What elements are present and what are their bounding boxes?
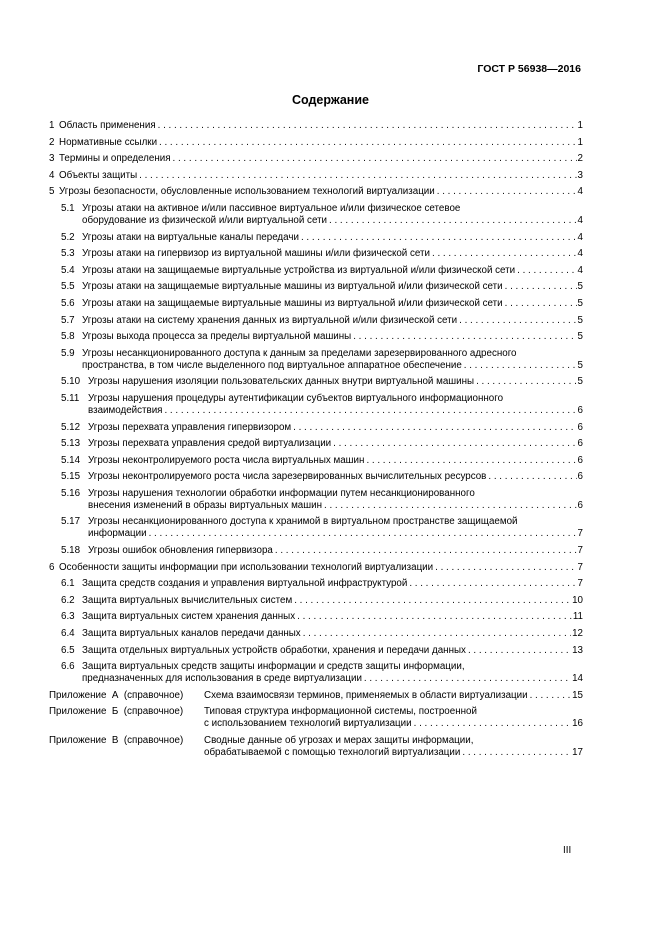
toc-entry-page: 1 bbox=[577, 136, 583, 148]
toc-entry-number: 6.4 bbox=[61, 628, 75, 640]
toc-leader-dots bbox=[301, 628, 571, 640]
toc-leader-dots bbox=[407, 578, 576, 590]
toc-leader-dots bbox=[162, 405, 576, 417]
toc-entry-page: 7 bbox=[577, 545, 583, 557]
toc-entry[interactable] bbox=[49, 488, 583, 512]
toc-entry-number: 6.2 bbox=[61, 594, 75, 606]
toc-leader-dots bbox=[457, 315, 576, 327]
toc-entry[interactable] bbox=[49, 376, 583, 388]
toc-entry-page: 5 bbox=[577, 314, 583, 326]
toc-entry-number: Приложение А (справочное) bbox=[49, 689, 184, 701]
toc-entry-title: Угрозы атаки на гипервизор из виртуальной машины и/или физической сети bbox=[82, 248, 430, 260]
toc-entry-number: 5.7 bbox=[61, 314, 75, 326]
toc-leader-dots bbox=[299, 232, 577, 244]
toc-entry-number: 2 bbox=[49, 136, 55, 148]
toc-leader-dots bbox=[327, 215, 577, 227]
toc-entry-title: Угрозы перехвата управления средой виртуализации bbox=[88, 438, 332, 450]
toc-entry-number: 6.1 bbox=[61, 578, 75, 590]
toc-entry-page: 3 bbox=[577, 169, 583, 181]
toc-entry[interactable] bbox=[49, 170, 583, 182]
toc-entry-title: внесения изменений в образы виртуальных машин bbox=[88, 499, 322, 511]
toc-entry[interactable] bbox=[49, 545, 583, 557]
toc-entry-number: 5.18 bbox=[61, 545, 81, 557]
toc-entry[interactable] bbox=[49, 438, 583, 450]
toc-entry-title-line: Угрозы несанкционированного доступа к хранимой в виртуальном пространстве защищаемой bbox=[88, 516, 518, 528]
toc-leader-dots bbox=[466, 645, 571, 657]
toc-entry-page: 7 bbox=[577, 578, 583, 590]
toc-entry-page: 5 bbox=[577, 359, 583, 371]
toc-entry-title: Угрозы атаки на защищаемые виртуальные машины из виртуальной и/или физической сети bbox=[82, 297, 503, 309]
toc-entry-number: 5.2 bbox=[61, 231, 75, 243]
toc-entry-number: 3 bbox=[49, 153, 55, 165]
toc-leader-dots bbox=[157, 137, 577, 149]
toc-leader-dots bbox=[331, 438, 576, 450]
toc-leader-dots bbox=[171, 153, 577, 165]
toc-entry-title: Объекты защиты bbox=[59, 169, 138, 181]
toc-entry-number: 5.5 bbox=[61, 281, 75, 293]
toc-entry-number: 6.5 bbox=[61, 644, 75, 656]
toc-entry[interactable] bbox=[49, 645, 583, 657]
toc-entry-title: информации bbox=[88, 528, 147, 540]
toc-entry-number: 5.13 bbox=[61, 438, 81, 450]
toc-entry-title-line: Сводные данные об угрозах и мерах защиты информации, bbox=[204, 735, 474, 746]
toc-entry-page: 6 bbox=[577, 438, 583, 450]
toc-entry-number: 4 bbox=[49, 169, 55, 181]
toc-entry-title-line: Угрозы атаки на активное и/или пассивное виртуальное и/или физическое сетевое bbox=[82, 202, 461, 214]
toc-entry-number: 5.4 bbox=[61, 264, 75, 276]
toc-entry-page: 4 bbox=[577, 264, 583, 276]
toc-entry-title: Угрозы неконтролируемого роста числа виртуальных машин bbox=[88, 454, 365, 466]
toc-entry-title: с использованием технологий виртуализации bbox=[204, 718, 412, 730]
toc-entry-page: 15 bbox=[572, 689, 583, 701]
toc-leader-dots bbox=[503, 298, 577, 310]
toc-entry-page: 17 bbox=[572, 747, 583, 758]
toc-entry-page: 5 bbox=[577, 376, 583, 388]
toc-entry-page: 14 bbox=[572, 673, 583, 685]
toc-entry-title: Угрозы ошибок обновления гипервизора bbox=[88, 545, 273, 557]
toc-entry-title-line: Защита виртуальных средств защиты информации и средств защиты информации, bbox=[82, 661, 465, 673]
toc-entry-page: 4 bbox=[577, 186, 583, 198]
toc-entry-page: 5 bbox=[577, 281, 583, 293]
toc-entry-number: 5.12 bbox=[61, 421, 81, 433]
toc-entry-title: обрабатываемой с помощью технологий виртуализации bbox=[204, 747, 461, 758]
toc-entry-title: Угрозы нарушения изоляции пользовательских данных внутри виртуальной машины bbox=[88, 376, 475, 388]
toc-entry-number: 6 bbox=[49, 561, 55, 573]
toc-entry[interactable] bbox=[49, 690, 583, 702]
toc-entry-number: Приложение Б (справочное) bbox=[49, 706, 184, 718]
toc-leader-dots bbox=[295, 611, 572, 623]
toc-entry[interactable] bbox=[49, 595, 583, 607]
toc-entry-title: Угрозы перехвата управления гипервизором bbox=[88, 421, 292, 433]
toc-entry-page: 11 bbox=[572, 611, 583, 623]
toc-entry[interactable] bbox=[49, 120, 583, 132]
toc-entry-title: Угрозы атаки на защищаемые виртуальные устройства из виртуальной и/или физической сети bbox=[82, 264, 516, 276]
toc-entry-page: 4 bbox=[577, 231, 583, 243]
toc-entry-page: 12 bbox=[572, 628, 583, 640]
toc-entry-number: 6.6 bbox=[61, 661, 75, 673]
toc-entry-number: 5.15 bbox=[61, 471, 81, 483]
toc-entry-title-line: Угрозы нарушения технологии обработки информации путем несанкционированного bbox=[88, 487, 475, 499]
toc-entry[interactable] bbox=[49, 471, 583, 483]
toc-leader-dots bbox=[137, 170, 576, 182]
toc-entry-page: 2 bbox=[577, 153, 583, 165]
toc-leader-dots bbox=[515, 265, 576, 277]
toc-entry-number: 5.1 bbox=[61, 202, 75, 214]
toc-entry-page: 7 bbox=[577, 528, 583, 540]
toc-entry-title: Область применения bbox=[59, 120, 156, 131]
toc-entry[interactable] bbox=[49, 186, 583, 198]
toc-leader-dots bbox=[430, 248, 577, 260]
toc-entry[interactable] bbox=[49, 203, 583, 227]
toc-leader-dots bbox=[462, 360, 577, 372]
toc-entry-title: Защита средств создания и управления виртуальной инфраструктурой bbox=[82, 578, 408, 590]
toc-entry-number: 5.11 bbox=[61, 392, 80, 404]
toc-entry-page: 4 bbox=[577, 248, 583, 260]
toc-leader-dots bbox=[528, 690, 572, 702]
toc-entry[interactable] bbox=[49, 628, 583, 640]
toc-entry-number: 5.9 bbox=[61, 347, 75, 359]
toc-entry-title-line: Типовая структура информационной системы, построенной bbox=[204, 706, 477, 718]
toc-leader-dots bbox=[433, 562, 576, 574]
toc-entry[interactable] bbox=[49, 455, 583, 467]
toc-leader-dots bbox=[351, 331, 576, 343]
toc-entry-title: Защита виртуальных каналов передачи данных bbox=[82, 628, 301, 640]
toc-leader-dots bbox=[322, 500, 577, 512]
toc-entry-page: 7 bbox=[577, 561, 583, 573]
toc-entry-number: 6.3 bbox=[61, 611, 75, 623]
toc-entry[interactable] bbox=[49, 611, 583, 623]
toc-entry[interactable] bbox=[49, 348, 583, 372]
toc-entry-title: предназначенных для использования в среде виртуализации bbox=[82, 673, 362, 685]
toc-entry[interactable] bbox=[49, 661, 583, 685]
toc-entry[interactable] bbox=[49, 248, 583, 260]
toc-entry-number: 5.17 bbox=[61, 516, 81, 528]
toc-entry-title: Угрозы безопасности, обусловленные использованием технологий виртуализации bbox=[59, 186, 435, 198]
toc-leader-dots bbox=[460, 747, 571, 759]
toc-entry[interactable] bbox=[49, 315, 583, 327]
table-of-contents bbox=[49, 120, 583, 764]
toc-entry-title: Особенности защиты информации при использовании технологий виртуализации bbox=[59, 561, 434, 573]
toc-entry[interactable] bbox=[49, 331, 583, 343]
toc-entry[interactable] bbox=[49, 298, 583, 310]
toc-entry-title: пространства, в том числе выделенного под виртуальное аппаратное обеспечение bbox=[82, 359, 462, 371]
toc-entry[interactable] bbox=[49, 137, 583, 149]
toc-entry-page: 6 bbox=[577, 421, 583, 433]
toc-entry-number: 5.16 bbox=[61, 487, 81, 499]
toc-entry-page: 5 bbox=[577, 297, 583, 309]
toc-entry-page: 16 bbox=[572, 718, 583, 730]
toc-entry[interactable] bbox=[49, 516, 583, 540]
toc-entry-title: Защита виртуальных систем хранения данных bbox=[82, 611, 296, 623]
page-title: Содержание bbox=[291, 93, 369, 107]
toc-entry-page: 6 bbox=[577, 404, 583, 416]
toc-entry[interactable] bbox=[49, 706, 583, 730]
toc-entry[interactable] bbox=[49, 281, 583, 293]
toc-entry-number: 1 bbox=[49, 120, 55, 131]
toc-entry-page: 5 bbox=[577, 331, 583, 343]
toc-leader-dots bbox=[291, 422, 576, 434]
toc-leader-dots bbox=[147, 528, 577, 540]
toc-leader-dots bbox=[292, 595, 571, 607]
toc-entry-title: Угрозы неконтролируемого роста числа зарезервированных вычислительных ресурсов bbox=[88, 471, 487, 483]
toc-entry[interactable] bbox=[49, 578, 583, 590]
toc-leader-dots bbox=[362, 673, 571, 685]
toc-entry-title: Термины и определения bbox=[59, 153, 171, 165]
toc-leader-dots bbox=[364, 455, 576, 467]
toc-entry-page: 6 bbox=[577, 471, 583, 483]
toc-entry[interactable] bbox=[49, 393, 583, 417]
toc-leader-dots bbox=[503, 281, 577, 293]
toc-entry-title: Схема взаимосвязи терминов, применяемых в области виртуализации bbox=[204, 689, 528, 701]
toc-entry-number: 5.8 bbox=[61, 331, 75, 343]
toc-entry-title: оборудование из физической и/или виртуальной сети bbox=[82, 214, 328, 226]
toc-entry-number: 5 bbox=[49, 186, 55, 198]
toc-entry[interactable] bbox=[49, 422, 583, 434]
toc-entry-number: 5.6 bbox=[61, 297, 75, 309]
toc-leader-dots bbox=[486, 471, 576, 483]
toc-entry-number: 5.10 bbox=[61, 376, 81, 388]
toc-entry-title: Защита виртуальных вычислительных систем bbox=[82, 594, 293, 606]
toc-leader-dots bbox=[474, 376, 576, 388]
toc-entry-page: 6 bbox=[577, 499, 583, 511]
toc-leader-dots bbox=[273, 545, 577, 557]
toc-entry-number: 5.14 bbox=[61, 454, 81, 466]
toc-entry[interactable] bbox=[49, 735, 583, 759]
toc-entry-number: 5.3 bbox=[61, 248, 75, 260]
toc-entry-page: 6 bbox=[577, 454, 583, 466]
page-number: III bbox=[563, 845, 572, 856]
toc-entry-page: 10 bbox=[572, 594, 583, 606]
toc-entry-title: взаимодействия bbox=[88, 404, 163, 416]
toc-entry-title: Защита отдельных виртуальных устройств обработки, хранения и передачи данных bbox=[82, 644, 466, 656]
toc-entry-title: Угрозы атаки на систему хранения данных из виртуальной и/или физической сети bbox=[82, 314, 458, 326]
toc-entry-title: Нормативные ссылки bbox=[59, 136, 158, 148]
toc-entry-number: Приложение В (справочное) bbox=[49, 735, 184, 746]
toc-entry-page: 1 bbox=[577, 120, 583, 131]
toc-entry-title: Угрозы выхода процесса за пределы виртуальной машины bbox=[82, 331, 352, 343]
toc-leader-dots bbox=[435, 186, 577, 198]
toc-entry-title: Угрозы атаки на защищаемые виртуальные машины из виртуальной и/или физической сети bbox=[82, 281, 503, 293]
toc-entry-title: Угрозы атаки на виртуальные каналы передачи bbox=[82, 231, 299, 243]
toc-entry[interactable] bbox=[49, 562, 583, 574]
toc-entry-page: 4 bbox=[577, 214, 583, 226]
toc-entry[interactable] bbox=[49, 153, 583, 165]
toc-entry[interactable] bbox=[49, 265, 583, 277]
toc-leader-dots bbox=[412, 718, 571, 730]
toc-entry[interactable] bbox=[49, 232, 583, 244]
toc-leader-dots bbox=[156, 120, 577, 132]
toc-entry-title-line: Угрозы нарушения процедуры аутентификации субъектов виртуального информационного bbox=[88, 392, 504, 404]
document-header: ГОСТ Р 56938—2016 bbox=[477, 63, 581, 75]
toc-entry-title-line: Угрозы несанкционированного доступа к данным за пределами зарезервированного адресного bbox=[82, 347, 517, 359]
toc-entry-page: 13 bbox=[572, 644, 583, 656]
